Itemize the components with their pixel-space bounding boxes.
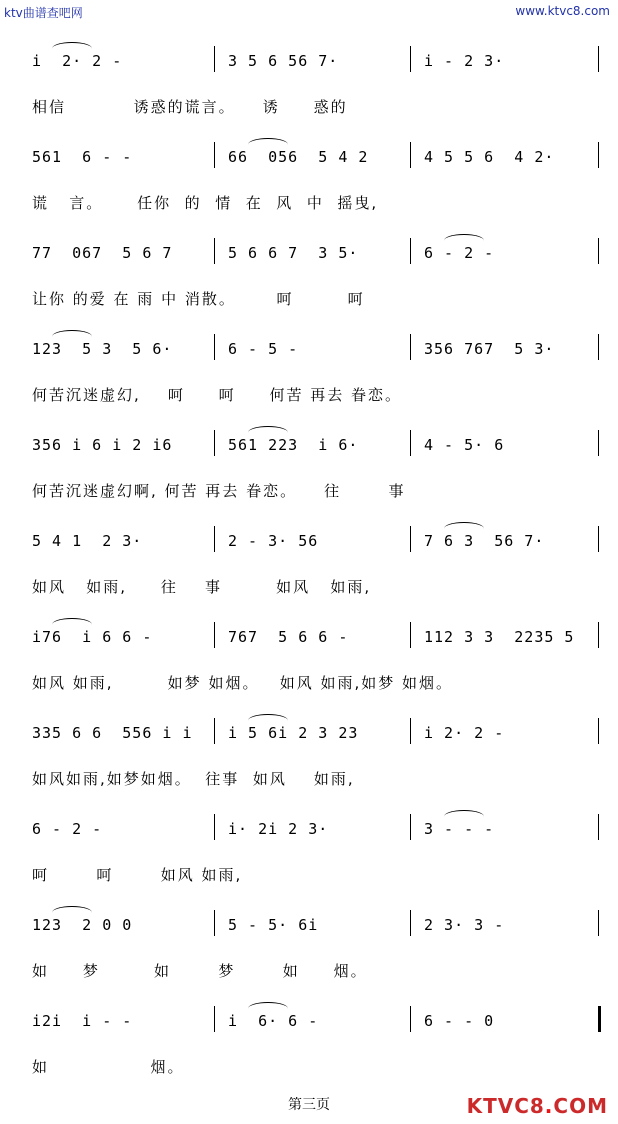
bar-line [214, 334, 215, 360]
bar-line [598, 814, 599, 840]
score-line [0, 148, 618, 248]
slur-mark [52, 42, 92, 55]
measure-notes: 123 5 3 5 6· [32, 340, 173, 358]
score-line [0, 916, 618, 1016]
bar-line [410, 46, 411, 72]
measure-notes: 6 - 2 - [32, 820, 103, 838]
slur-mark [52, 330, 92, 343]
score-line [0, 436, 618, 536]
watermark-site-name: ktv曲谱查吧网 [4, 6, 83, 20]
bar-line [598, 334, 599, 360]
slur-mark [52, 906, 92, 919]
measure-notes: 6 - - 0 [424, 1012, 495, 1030]
slur-mark [248, 714, 288, 727]
measure-notes: 6 - 2 - [424, 244, 495, 262]
measure-notes: i2i i - - [32, 1012, 133, 1030]
score-line [0, 532, 618, 632]
bar-line [214, 1006, 215, 1032]
score-line [0, 52, 618, 152]
page-number: 第三页 [288, 1097, 330, 1113]
lyrics-line: 如 梦 如 梦 如 烟。 [32, 962, 368, 980]
measure-notes: 356 i 6 i 2 i6 [32, 436, 173, 454]
measure-notes: 2 3· 3 - [424, 916, 505, 934]
bar-line [598, 526, 599, 552]
bar-line [410, 1006, 411, 1032]
bar-line [214, 238, 215, 264]
measure-notes: i - 2 3· [424, 52, 505, 70]
slur-mark [248, 1002, 288, 1015]
measure-notes: 767 5 6 6 - [228, 628, 349, 646]
measure-notes: 561 6 - - [32, 148, 133, 166]
slur-mark [444, 234, 484, 247]
lyrics-line: 何苦沉迷虚幻, 呵 呵 何苦 再去 眷恋。 [32, 386, 403, 404]
score-line [0, 244, 618, 344]
bar-line [214, 142, 215, 168]
score-line [0, 628, 618, 728]
lyrics-line: 如风如雨,如梦如烟。 往事 如风 如雨, [32, 770, 355, 788]
score-line [0, 724, 618, 824]
bar-line [214, 46, 215, 72]
logo-dot: . [544, 1094, 554, 1118]
score-line [0, 820, 618, 920]
bar-line [598, 238, 599, 264]
bar-line [598, 718, 599, 744]
lyrics-line: 相信 诱惑的谎言。 诱 惑的 [32, 98, 348, 116]
slur-mark [248, 426, 288, 439]
lyrics-line: 何苦沉迷虚幻啊, 何苦 再去 眷恋。 往 事 [32, 482, 406, 500]
measure-notes: i 5 6i 2 3 23 [228, 724, 359, 742]
measure-notes: i76 i 6 6 - [32, 628, 153, 646]
logo-tld: COM [553, 1094, 608, 1118]
bar-line [214, 430, 215, 456]
bar-line [214, 910, 215, 936]
slur-mark [444, 810, 484, 823]
bar-line [598, 910, 599, 936]
measure-notes: i 2· 2 - [32, 52, 123, 70]
bar-line [214, 622, 215, 648]
bar-line [598, 622, 599, 648]
measure-notes: 561 223 i 6· [228, 436, 359, 454]
lyrics-line: 呵 呵 如风 如雨, [32, 866, 243, 884]
bar-line [410, 622, 411, 648]
measure-notes: 123 2 0 0 [32, 916, 133, 934]
lyrics-line: 如 烟。 [32, 1058, 185, 1076]
bar-line [410, 142, 411, 168]
measure-notes: 5 4 1 2 3· [32, 532, 143, 550]
bar-line [410, 718, 411, 744]
measure-notes: i· 2i 2 3· [228, 820, 329, 838]
lyrics-line: 让你 的爱 在 雨 中 消散。 呵 呵 [32, 290, 365, 308]
measure-notes: 4 5 5 6 4 2· [424, 148, 555, 166]
measure-notes: 5 6 6 7 3 5· [228, 244, 359, 262]
measure-notes: 3 - - - [424, 820, 495, 838]
lyrics-line: 谎 言。 任你 的 情 在 风 中 摇曳, [32, 194, 379, 212]
measure-notes: 77 067 5 6 7 [32, 244, 173, 262]
measure-notes: i 6· 6 - [228, 1012, 319, 1030]
watermark-url: www.ktvc8.com [515, 4, 610, 18]
measure-notes: i 2· 2 - [424, 724, 505, 742]
bar-line [410, 526, 411, 552]
bar-line [410, 334, 411, 360]
bar-line [214, 718, 215, 744]
measure-notes: 4 - 5· 6 [424, 436, 505, 454]
bar-line [410, 910, 411, 936]
slur-mark [52, 618, 92, 631]
bar-line [410, 430, 411, 456]
measure-notes: 3 5 6 56 7· [228, 52, 339, 70]
bar-line [214, 814, 215, 840]
bar-line [214, 526, 215, 552]
measure-notes: 2 - 3· 56 [228, 532, 319, 550]
lyrics-line: 如风 如雨, 往 事 如风 如雨, [32, 578, 372, 596]
bar-line [598, 430, 599, 456]
lyrics-line: 如风 如雨, 如梦 如烟。 如风 如雨,如梦 如烟。 [32, 674, 454, 692]
bar-line [598, 46, 599, 72]
brand-logo [467, 1094, 608, 1118]
measure-notes: 7 6 3 56 7· [424, 532, 545, 550]
measure-notes: 335 6 6 556 i i [32, 724, 193, 742]
bar-line [410, 814, 411, 840]
slur-mark [444, 522, 484, 535]
measure-notes: 112 3 3 2235 5 [424, 628, 575, 646]
bar-line [598, 1006, 601, 1032]
score-line [0, 340, 618, 440]
measure-notes: 6 - 5 - [228, 340, 299, 358]
measure-notes: 5 - 5· 6i [228, 916, 319, 934]
bar-line [410, 238, 411, 264]
bar-line [598, 142, 599, 168]
slur-mark [248, 138, 288, 151]
logo-text: KTVC8 [466, 1094, 545, 1118]
measure-notes: 356 767 5 3· [424, 340, 555, 358]
measure-notes: 66 056 5 4 2 [228, 148, 369, 166]
